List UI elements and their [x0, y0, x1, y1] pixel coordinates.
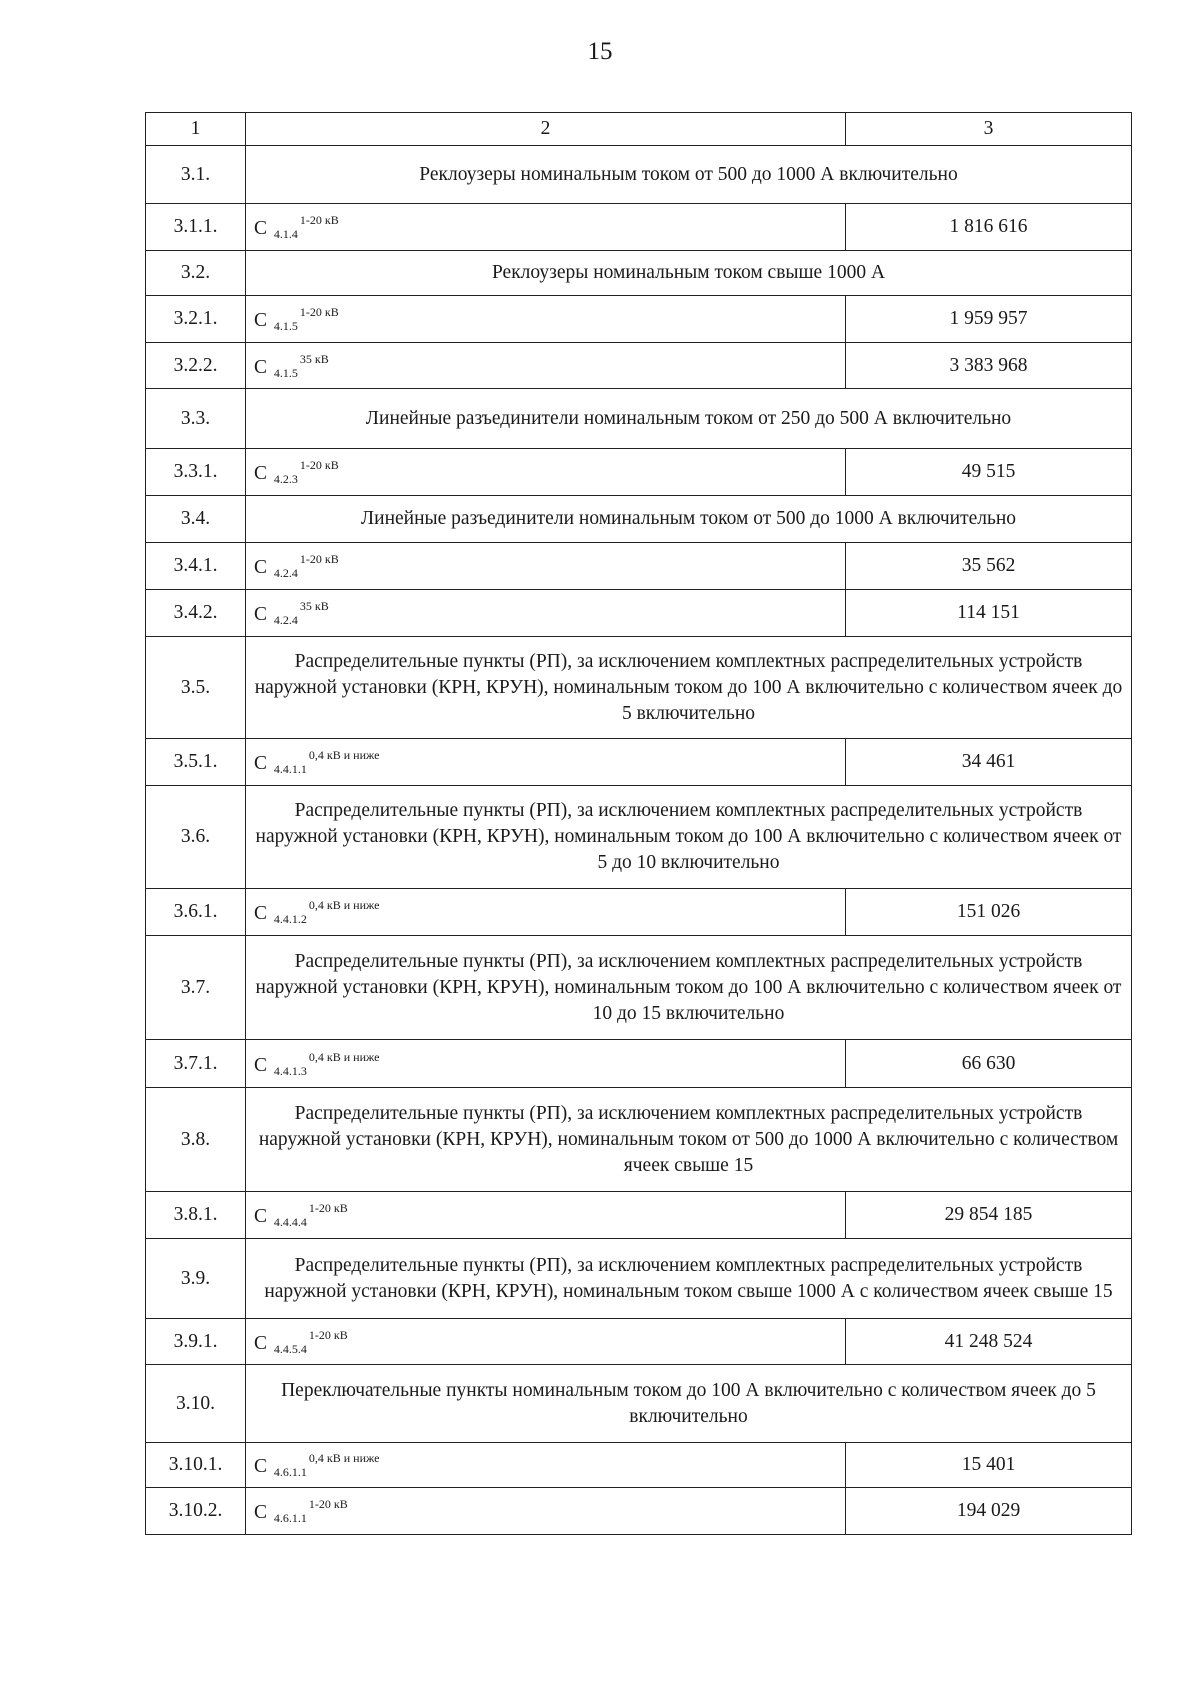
row-number: 3.5. [146, 637, 246, 739]
rate-code-cell [246, 343, 846, 389]
item-row [146, 1192, 1132, 1239]
voltage-level: 1-20 кВ [299, 213, 339, 227]
header-cell-1: 1 [146, 113, 246, 146]
rate-code: С [254, 310, 268, 331]
rate-code-index: 4.6.1.1 [273, 1511, 307, 1525]
rate-value: 66 630 [846, 1040, 1132, 1088]
rate-code-cell [246, 204, 846, 251]
section-row [146, 637, 1132, 739]
rate-code-cell [246, 296, 846, 343]
section-row [146, 1088, 1132, 1192]
section-title: Распределительные пункты (РП), за исключением комплектных распределительных устройств наружной установки (КРН, КРУН), номинальным током свыше 1000 А с количеством ячеек свыше 15 [246, 1239, 1132, 1319]
rate-code: С [254, 903, 268, 924]
rate-value: 35 562 [846, 543, 1132, 590]
rate-code-index: 4.1.5 [273, 319, 298, 333]
rate-code-cell [246, 1319, 846, 1365]
rate-code-index: 4.2.3 [273, 472, 298, 486]
row-number: 3.10. [146, 1365, 246, 1443]
voltage-level: 1-20 кВ [308, 1497, 348, 1511]
table-body [146, 113, 1132, 1535]
row-number: 3.7. [146, 936, 246, 1040]
row-number: 3.8.1. [146, 1192, 246, 1239]
section-title: Линейные разъединители номинальным током от 500 до 1000 А включительно [246, 496, 1132, 543]
voltage-level: 0,4 кВ и ниже [308, 1451, 380, 1465]
voltage-level: 0,4 кВ и ниже [308, 748, 380, 762]
section-row [146, 146, 1132, 204]
row-number: 3.8. [146, 1088, 246, 1192]
item-row [146, 590, 1132, 637]
rate-code: С [254, 218, 268, 239]
item-row [146, 1488, 1132, 1535]
section-title: Распределительные пункты (РП), за исключением комплектных распределительных устройств наружной установки (КРН, КРУН), номинальным током от 500 до 1000 А включительно с количеством ячеек свыше 15 [246, 1088, 1132, 1192]
row-number: 3.3. [146, 389, 246, 449]
rate-code: С [254, 463, 268, 484]
rate-code: С [254, 1206, 268, 1227]
rate-code-cell [246, 1488, 846, 1535]
header-cell-2: 2 [246, 113, 846, 146]
section-row [146, 496, 1132, 543]
voltage-level: 35 кВ [299, 599, 329, 613]
voltage-level: 1-20 кВ [308, 1201, 348, 1215]
section-title: Распределительные пункты (РП), за исключением комплектных распределительных устройств наружной установки (КРН, КРУН), номинальным током до 100 А включительно с количеством ячеек от 5 до 10 включительно [246, 786, 1132, 889]
row-number: 3.4.2. [146, 590, 246, 637]
rate-code-index: 4.4.1.1 [273, 762, 307, 776]
section-title: Реклоузеры номинальным током свыше 1000 А [246, 251, 1132, 296]
voltage-level: 1-20 кВ [308, 1327, 348, 1342]
row-number: 3.2.1. [146, 296, 246, 343]
rate-value: 3 383 968 [846, 343, 1132, 389]
item-row [146, 889, 1132, 936]
row-number: 3.10.2. [146, 1488, 246, 1535]
rate-code: С [254, 1054, 268, 1076]
section-row [146, 251, 1132, 296]
row-number: 3.3.1. [146, 449, 246, 496]
section-title: Реклоузеры номинальным током от 500 до 1000 А включительно [246, 146, 1132, 204]
tariff-table [145, 112, 1132, 1535]
rate-code-index: 4.2.4 [273, 566, 298, 580]
rate-value: 151 026 [846, 889, 1132, 936]
rate-code-cell [246, 449, 846, 496]
rate-code-cell [246, 590, 846, 637]
row-number: 3.5.1. [146, 739, 246, 786]
rate-value: 34 461 [846, 739, 1132, 786]
rate-code: С [254, 1332, 268, 1354]
rate-value: 15 401 [846, 1443, 1132, 1488]
voltage-level: 0,4 кВ и ниже [308, 898, 380, 912]
rate-code-index: 4.4.1.3 [273, 1063, 307, 1078]
page-number: 15 [587, 38, 613, 65]
rate-code: С [254, 557, 268, 578]
section-title: Распределительные пункты (РП), за исключением комплектных распределительных устройств наружной установки (КРН, КРУН), номинальным током до 100 А включительно с количеством ячеек до 5 включительно [246, 637, 1132, 739]
row-number: 3.9. [146, 1239, 246, 1319]
item-row [146, 1319, 1132, 1365]
row-number: 3.7.1. [146, 1040, 246, 1088]
row-number: 3.4. [146, 496, 246, 543]
rate-code-index: 4.4.4.4 [273, 1215, 307, 1229]
rate-value: 194 029 [846, 1488, 1132, 1535]
rate-code-index: 4.6.1.1 [273, 1465, 307, 1479]
header-row [146, 113, 1132, 146]
rate-code-cell [246, 1040, 846, 1088]
row-number: 3.6. [146, 786, 246, 889]
voltage-level: 35 кВ [299, 351, 329, 366]
row-number: 3.2.2. [146, 343, 246, 389]
row-number: 3.6.1. [146, 889, 246, 936]
rate-code-cell [246, 543, 846, 590]
voltage-level: 1-20 кВ [299, 458, 339, 472]
rate-code: С [254, 1502, 268, 1523]
item-row [146, 543, 1132, 590]
rate-code-index: 4.1.5 [273, 365, 298, 380]
rate-value: 1 959 957 [846, 296, 1132, 343]
rate-code-index: 4.1.4 [273, 227, 298, 241]
section-row [146, 1239, 1132, 1319]
section-row [146, 936, 1132, 1040]
section-title: Переключательные пункты номинальным током до 100 А включительно с количеством ячеек до 5 включительно [246, 1365, 1132, 1443]
section-row [146, 389, 1132, 449]
rate-code: С [254, 356, 268, 378]
rate-value: 49 515 [846, 449, 1132, 496]
rate-code: С [254, 753, 268, 774]
rate-code-cell [246, 1443, 846, 1488]
item-row [146, 343, 1132, 389]
voltage-level: 0,4 кВ и ниже [308, 1049, 380, 1064]
row-number: 3.2. [146, 251, 246, 296]
section-row [146, 1365, 1132, 1443]
section-title: Распределительные пункты (РП), за исключением комплектных распределительных устройств наружной установки (КРН, КРУН), номинальным током до 100 А включительно с количеством ячеек от 10 до 15 включительно [246, 936, 1132, 1040]
item-row [146, 1443, 1132, 1488]
row-number: 3.1.1. [146, 204, 246, 251]
item-row [146, 739, 1132, 786]
row-number: 3.9.1. [146, 1319, 246, 1365]
item-row [146, 204, 1132, 251]
rate-code-index: 4.4.1.2 [273, 912, 307, 926]
voltage-level: 1-20 кВ [299, 305, 339, 319]
rate-value: 1 816 616 [846, 204, 1132, 251]
row-number: 3.10.1. [146, 1443, 246, 1488]
item-row [146, 1040, 1132, 1088]
header-cell-3: 3 [846, 113, 1132, 146]
row-number: 3.1. [146, 146, 246, 204]
rate-value: 114 151 [846, 590, 1132, 637]
rate-value: 29 854 185 [846, 1192, 1132, 1239]
section-row [146, 786, 1132, 889]
item-row [146, 296, 1132, 343]
voltage-level: 1-20 кВ [299, 552, 339, 566]
rate-code: С [254, 604, 268, 625]
item-row [146, 449, 1132, 496]
section-title: Линейные разъединители номинальным током от 250 до 500 А включительно [246, 389, 1132, 449]
rate-code: С [254, 1456, 268, 1477]
row-number: 3.4.1. [146, 543, 246, 590]
rate-code-cell [246, 739, 846, 786]
rate-code-index: 4.2.4 [273, 613, 298, 627]
rate-code-index: 4.4.5.4 [273, 1341, 307, 1356]
rate-code-cell [246, 889, 846, 936]
rate-value: 41 248 524 [846, 1319, 1132, 1365]
rate-code-cell [246, 1192, 846, 1239]
